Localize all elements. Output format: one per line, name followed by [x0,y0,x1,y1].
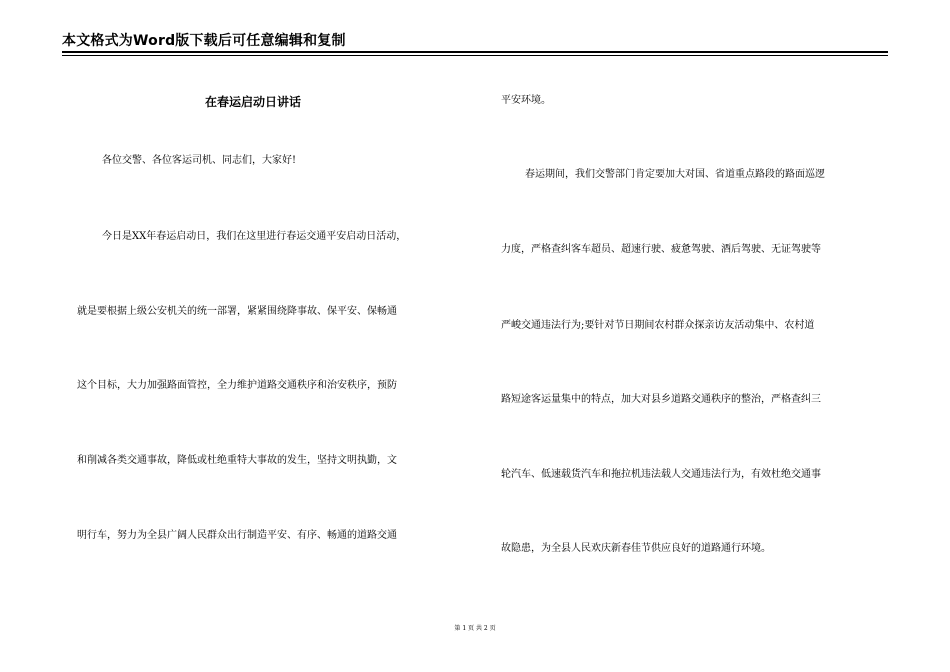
left-paragraph-line: 和削减各类交通事故，降低或杜绝重特大事故的发生，坚持文明执勤，文 [77,455,397,466]
right-paragraph-line: 平安环境。 [501,95,551,106]
speech-title: 在春运启动日讲话 [205,95,302,109]
left-paragraph-line: 明行车，努力为全县广阔人民群众出行制造平安、有序、畅通的道路交通 [77,530,397,541]
right-paragraph-line: 春运期间，我们交警部门肯定要加大对国、省道重点路段的路面巡逻 [525,169,825,180]
right-paragraph-line: 力度，严格查纠客车超员、超速行驶、疲惫驾驶、酒后驾驶、无证驾驶等 [501,244,821,255]
right-paragraph-line: 路短途客运量集中的特点，加大对县乡道路交通秩序的整治，严格查纠三 [501,394,821,405]
right-paragraph-line: 故隐患，为全县人民欢庆新春佳节供应良好的道路通行环境。 [501,543,771,554]
right-paragraph-line: 轮汽车、低速载货汽车和拖拉机违法载人交通违法行为，有效杜绝交通事 [501,469,821,480]
document-header-title: 本文格式为Word版下载后可任意编辑和复制 [62,33,346,49]
header-divider-thick [62,51,888,53]
left-paragraph-line: 今日是XX年春运启动日，我们在这里进行春运交通平安启动日活动， [102,231,407,242]
left-paragraph-line: 这个目标，大力加强路面管控，全力维护道路交通秩序和治安秩序，预防 [77,380,397,391]
right-paragraph-line: 严峻交通违法行为;要针对节日期间农村群众探亲访友活动集中、农村道 [501,320,815,331]
left-paragraph-line: 各位交警、各位客运司机、同志们，大家好! [102,155,297,166]
header-divider-thin [62,55,888,56]
page-number-footer: 第 1 页 共 2 页 [454,625,496,632]
left-paragraph-line: 就是要根据上级公安机关的统一部署，紧紧围绕降事故、保平安、保畅通 [77,306,397,317]
